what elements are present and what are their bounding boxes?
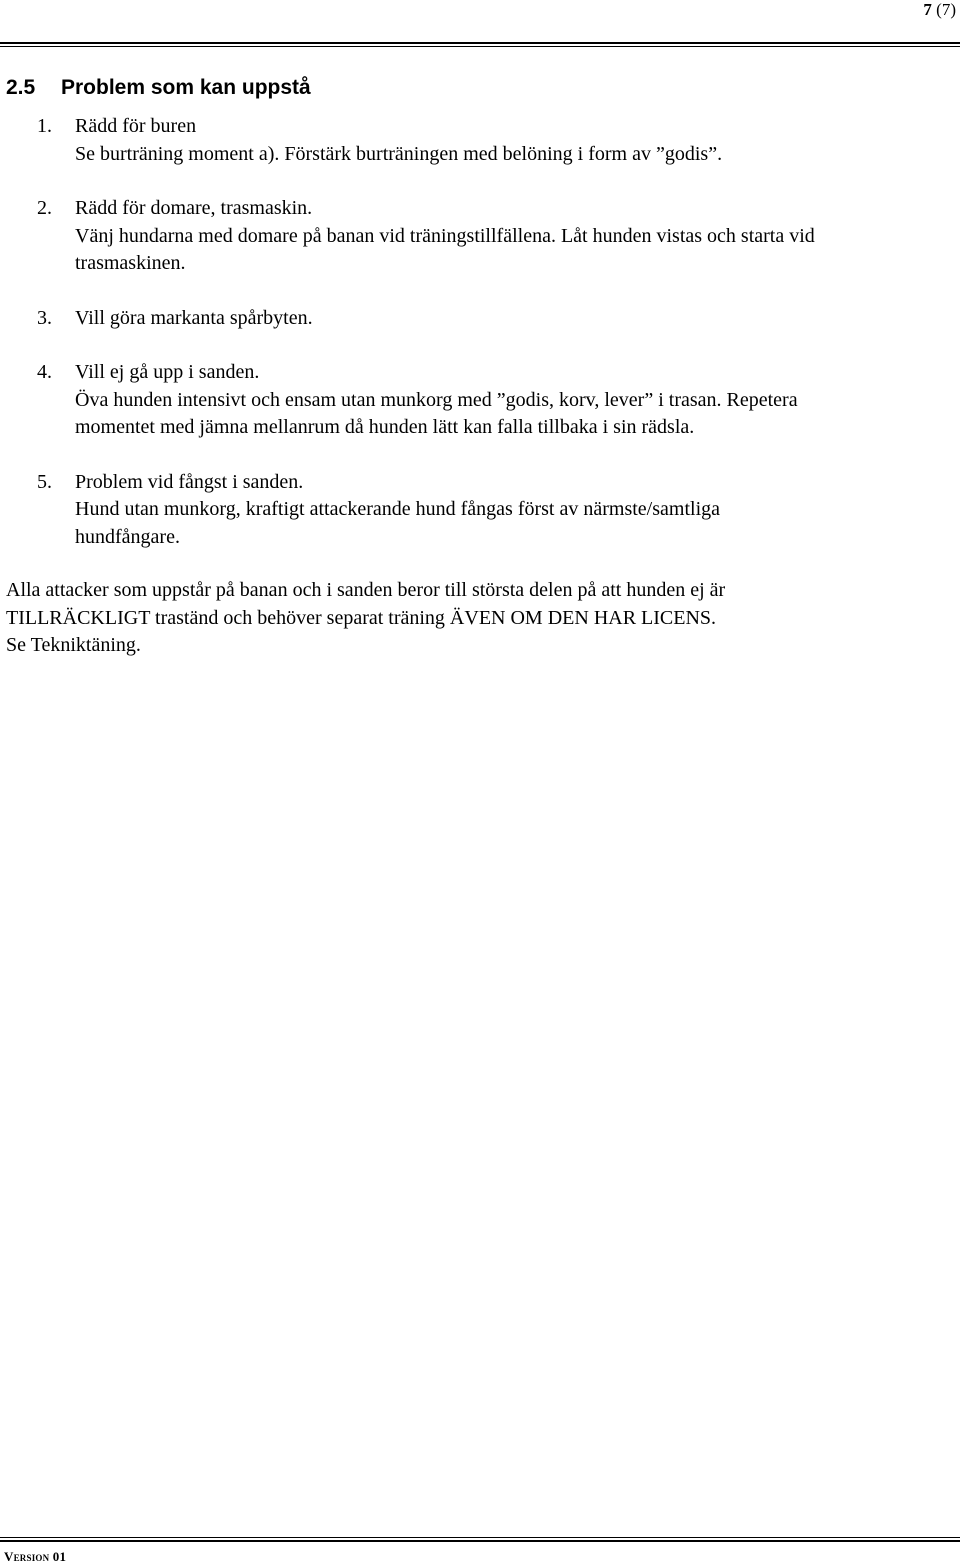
page-number [923,0,956,20]
list-item [0,195,960,278]
list-item-heading: Rädd för buren [75,115,197,137]
list-item-text: momentet med jämna mellanrum då hunden lätt kan falla tillbaka i sin rädsla. [75,416,695,438]
list-item-number: 4. [37,361,52,383]
list-item-text: Se burträning moment a). Förstärk burträningen med belöning i form av ”godis”. [75,142,723,165]
list-item-text: Vänj hundarna med domare på banan vid träningstillfällena. Låt hunden vistas och starta vid [75,224,815,247]
list-item-heading: Problem vid fångst i sanden. [75,470,304,493]
list-item-heading: Rädd för domare, trasmaskin. [75,197,313,219]
section-title: Problem som kan uppstå [61,76,311,99]
list-item [0,359,960,442]
header-divider [0,42,960,46]
page-number-current: 7 [923,0,932,19]
section-heading [6,74,311,102]
list-item-heading: Vill göra markanta spårbyten. [75,306,313,329]
list-item [0,305,960,333]
closing-line: Se Tekniktäning. [6,634,141,656]
list-item-number: 1. [37,115,52,137]
list-item-number: 3. [37,306,52,329]
closing-line: Alla attacker som uppstår på banan och i sanden beror till största delen på att hunden ej är [6,579,726,601]
problem-list [0,113,960,578]
list-item-number: 5. [37,470,52,493]
footer-divider [0,1537,960,1538]
list-item-number: 2. [37,197,52,219]
list-item [0,113,960,168]
closing-paragraph [6,577,956,660]
version-label: Version 01 [4,1549,67,1564]
list-item-text: trasmaskinen. [75,252,186,274]
list-item-text: hundfångare. [75,525,180,548]
closing-line: TILLRÄCKLIGT traständ och behöver separat träning ÄVEN OM DEN HAR LICENS. [6,606,717,629]
section-number: 2.5 [6,76,36,99]
list-item [0,469,960,552]
list-item-text: Hund utan munkorg, kraftigt attackerande hund fångas först av närmste/samtliga [75,498,720,520]
page-number-total: (7) [936,0,956,19]
list-item-heading: Vill ej gå upp i sanden. [75,361,260,383]
list-item-text: Öva hunden intensivt och ensam utan munkorg med ”godis, korv, lever” i trasan. Repetera [75,388,798,411]
